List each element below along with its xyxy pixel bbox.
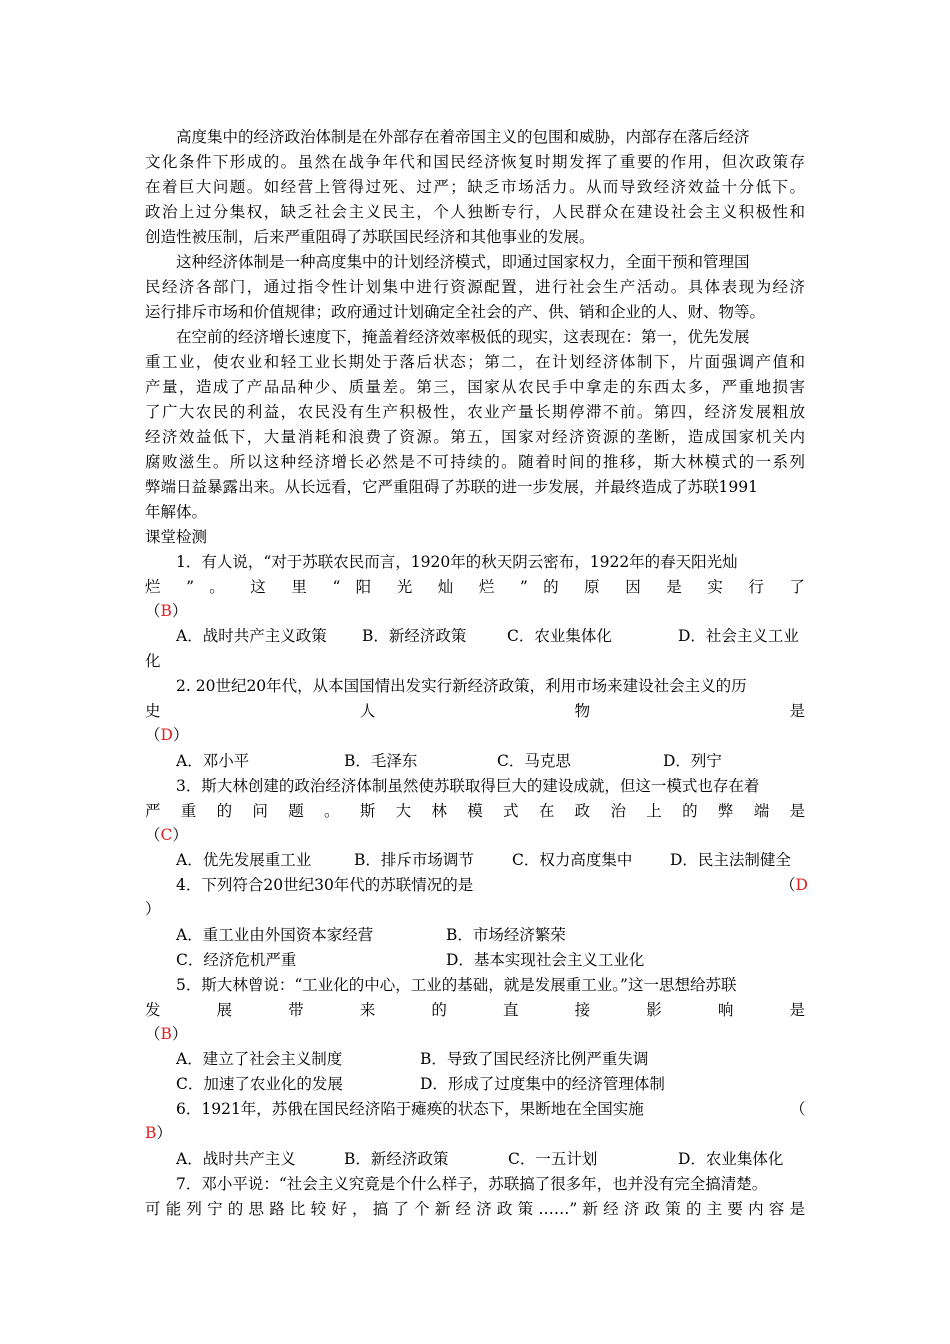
question-7-stem: 7．邓小平说：“社会主义究竟是个什么样子，苏联搞了很多年，也并没有完全搞清楚。	[176, 1175, 768, 1193]
question-2-answer: （D）	[145, 726, 189, 744]
paragraph-3-line-1: 在空前的经济增长速度下，掩盖着经济效率极低的现实，这表现在：第一，优先发展	[176, 328, 750, 346]
question-1-option-b: B．新经济政策	[362, 627, 467, 645]
question-3-option-d: D．民主法制健全	[670, 851, 791, 869]
question-1-option-d: D．社会主义工业	[678, 627, 799, 645]
answer-mark: D	[160, 726, 173, 744]
question-3-answer: （C）	[145, 826, 188, 844]
question-3-stem-cont: 严 重 的 问 题 。 斯 大 林 模 式 在 政 治 上 的 弊 端 是	[145, 802, 806, 820]
question-1-stem-cont: 烂 ” 。 这 里 “ 阳 光 灿 烂 ” 的 原 因 是 实 行 了	[145, 578, 805, 596]
question-4-paren-close: ）	[145, 900, 161, 918]
answer-mark: D	[795, 876, 808, 894]
question-4-stem: 4．下列符合20世纪30年代的苏联情况的是	[176, 876, 474, 894]
answer-mark: B	[160, 602, 172, 620]
question-6-paren-open: （	[790, 1100, 806, 1118]
question-5-option-b: B．导致了国民经济比例严重失调	[420, 1050, 649, 1068]
question-5-answer: （B）	[145, 1025, 188, 1043]
paragraph-3-line-8: 年解体。	[145, 503, 208, 521]
question-5-option-a: A．建立了社会主义制度	[176, 1050, 343, 1068]
question-1-option-c: C．农业集体化	[507, 627, 612, 645]
question-4-answer: （D	[780, 876, 808, 894]
question-1-stem: 1．有人说，“对于苏联农民而言，1920年的秋天阴云密布，1922年的春天阳光灿	[176, 553, 738, 571]
question-3-stem: 3．斯大林创建的政治经济体制虽然使苏联取得巨大的建设成就，但这一模式也存在着	[176, 777, 760, 795]
paragraph-2-line-2: 民经济各部门，通过指令性计划集中进行资源配置，进行社会生产活动。具体表现为经济	[145, 278, 805, 296]
question-2-option-a: A．邓小平	[176, 752, 250, 770]
question-6-option-b: B．新经济政策	[344, 1150, 449, 1168]
paragraph-2-line-3: 运行排斥市场和价值规律；政府通过计划确定全社会的产、供、销和企业的人、财、物等。	[145, 303, 766, 321]
answer-mark: B	[145, 1124, 157, 1142]
question-1-option-wrap: 化	[145, 652, 161, 670]
paragraph-3-line-6: 腐败滋生。所以这种经济增长必然是不可持续的。随着时间的推移，斯大林模式的一系列	[145, 453, 805, 471]
question-2-option-d: D．列宁	[663, 752, 722, 770]
paragraph-3-line-7: 弊端日益暴露出来。从长远看，它严重阻碍了苏联的进一步发展，并最终造成了苏联1991	[145, 478, 758, 496]
question-5-option-d: D．形成了过度集中的经济管理体制	[420, 1075, 665, 1093]
question-5-stem: 5．斯大林曾说：“工业化的中心，工业的基础，就是发展重工业。”这一思想给苏联	[176, 976, 737, 994]
paragraph-3-line-3: 产量，造成了产品品种少、质量差。第三，国家从农民手中拿走的东西太多，严重地损害	[145, 378, 805, 396]
question-3-option-b: B．排斥市场调节	[354, 851, 474, 869]
question-6-option-d: D．农业集体化	[678, 1150, 784, 1168]
question-4-option-a: A．重工业由外国资本家经营	[176, 926, 374, 944]
question-4-option-b: B．市场经济繁荣	[446, 926, 566, 944]
section-title: 课堂检测	[145, 528, 208, 546]
paragraph-3-line-5: 经济效益低下，大量消耗和浪费了资源。第五，国家对经济资源的垄断，造成国家机关内	[145, 428, 805, 446]
question-4-option-c: C．经济危机严重	[176, 951, 297, 969]
question-5-stem-cont: 发 展 带 来 的 直 接 影 响 是	[145, 1001, 805, 1019]
question-2-option-b: B．毛泽东	[344, 752, 418, 770]
question-6-answer: B）	[145, 1124, 172, 1142]
question-1-option-a: A．战时共产主义政策	[176, 627, 327, 645]
question-1-answer: （B）	[145, 602, 188, 620]
question-7-stem-cont: 可能列宁的思路比较好，搞了个新经济政策……”新经济政策的主要内容是	[145, 1200, 805, 1218]
paragraph-1-line-2: 文化条件下形成的。虽然在战争年代和国民经济恢复时期发挥了重要的作用，但次政策存	[145, 153, 805, 171]
paragraph-1-line-1: 高度集中的经济政治体制是在外部存在着帝国主义的包围和威胁，内部存在落后经济	[176, 128, 750, 146]
paragraph-1-line-3: 在着巨大问题。如经营上管得过死、过严；缺乏市场活力。从而导致经济效益十分低下。	[145, 178, 805, 196]
answer-mark: B	[160, 1025, 172, 1043]
paragraph-2-line-1: 这种经济体制是一种高度集中的计划经济模式，即通过国家权力，全面干预和管理国	[176, 253, 750, 271]
question-2-stem: 2. 20世纪20年代，从本国国情出发实行新经济政策，利用市场来建设社会主义的历	[176, 677, 747, 695]
question-4-option-d: D．基本实现社会主义工业化	[446, 951, 645, 969]
question-2-stem-cont: 史 人 物 是	[145, 702, 805, 720]
question-3-option-a: A．优先发展重工业	[176, 851, 312, 869]
question-5-option-c: C．加速了农业化的发展	[176, 1075, 343, 1093]
question-6-option-a: A．战时共产主义	[176, 1150, 296, 1168]
question-3-option-c: C．权力高度集中	[512, 851, 633, 869]
paragraph-1-line-4: 政治上过分集权，缺乏社会主义民主，个人独断专行，人民群众在建设社会主义积极性和	[145, 203, 805, 221]
paragraph-3-line-2: 重工业，使农业和轻工业长期处于落后状态；第二，在计划经济体制下，片面强调产值和	[145, 353, 805, 371]
paragraph-1-line-5: 创造性被压制，后来严重阻碍了苏联国民经济和其他事业的发展。	[145, 228, 595, 246]
question-6-option-c: C．一五计划	[508, 1150, 598, 1168]
question-6-stem: 6．1921年，苏俄在国民经济陷于瘫痪的状态下，果断地在全国实施	[176, 1100, 644, 1118]
question-2-option-c: C．马克思	[497, 752, 571, 770]
paragraph-3-line-4: 了广大农民的利益，农民没有生产积极性，农业产量长期停滞不前。第四，经济发展粗放	[145, 403, 805, 421]
answer-mark: C	[160, 826, 173, 844]
